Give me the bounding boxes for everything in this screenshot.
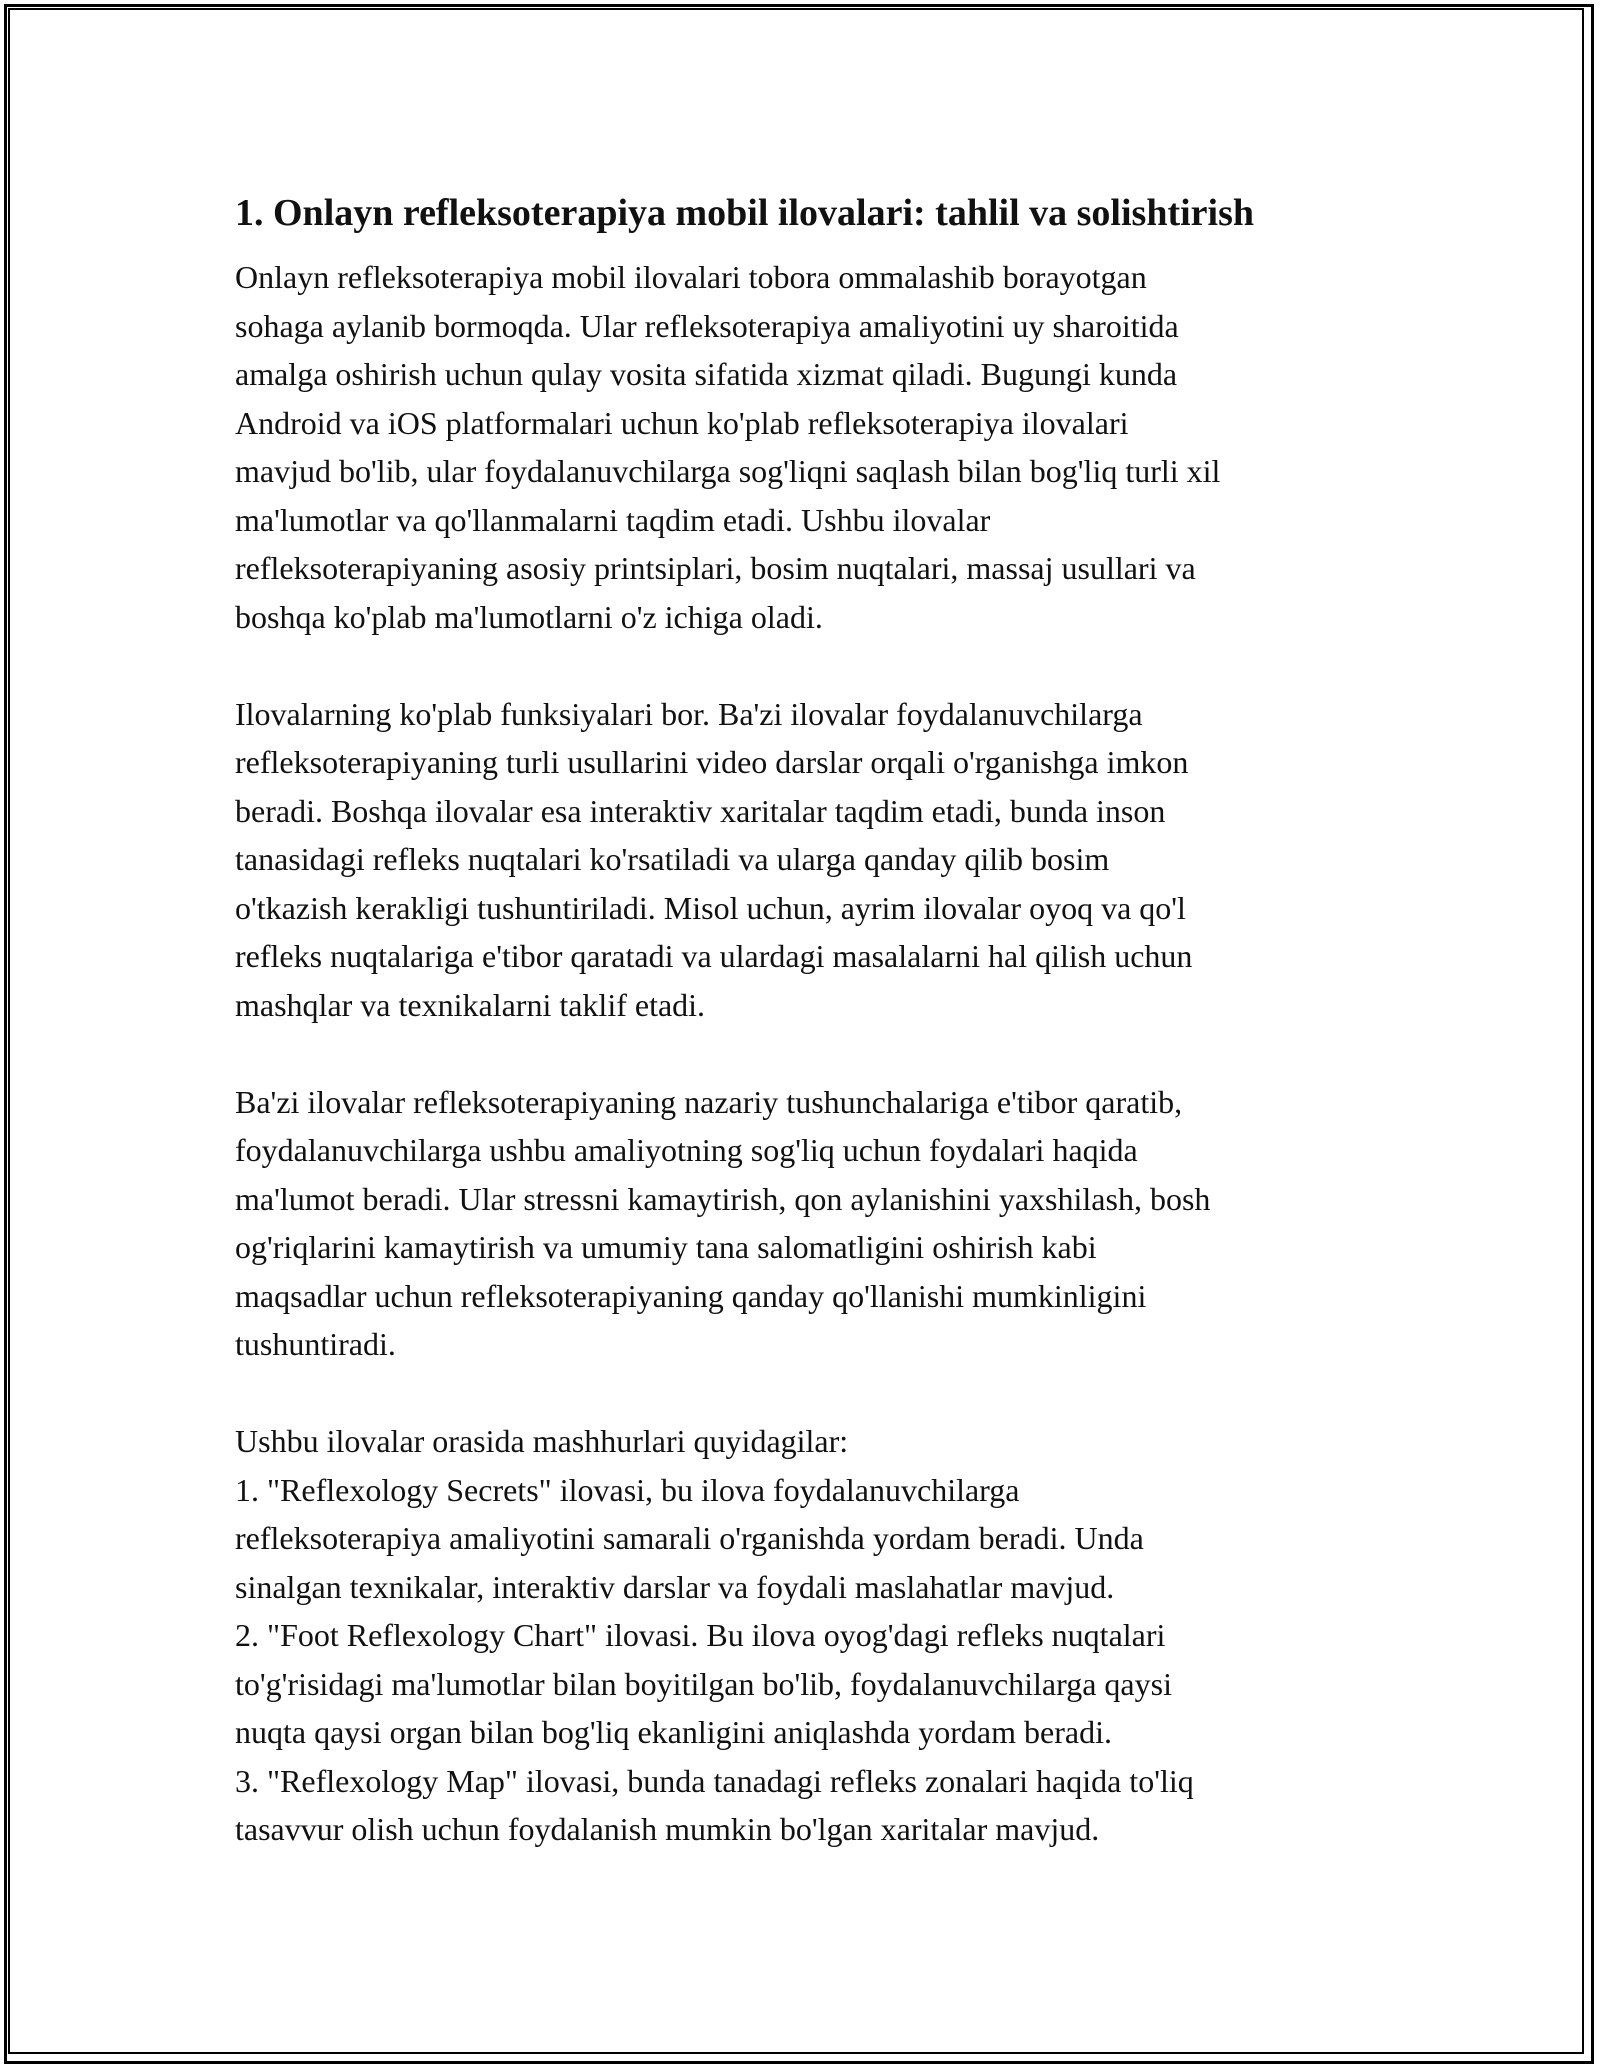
text-line: Ba'zi ilovalar refleksoterapiyaning nazariy tushunchalariga e'tibor qaratib, <box>235 1083 1183 1120</box>
text-line: foydalanuvchilarga ushbu amaliyotning sog'liq uchun foydalari haqida <box>235 1132 1138 1168</box>
text-line: ma'lumotlar va qo'llanmalarni taqdim etadi. Ushbu ilovalar <box>235 501 991 538</box>
text-line: beradi. Boshqa ilovalar esa interaktiv xaritalar taqdim etadi, bunda inson <box>235 792 1166 829</box>
paragraph-app-list <box>235 1417 1375 1854</box>
text-line: tasavvur olish uchun foydalanish mumkin bo'lgan xaritalar mavjud. <box>235 1811 1100 1847</box>
document-body <box>235 185 1375 1854</box>
list-item: 2. "Foot Reflexology Chart" ilovasi. Bu ilova oyog'dagi refleks nuqtalari <box>235 1617 1166 1653</box>
text-line: maqsadlar uchun refleksoterapiyaning qanday qo'llanishi mumkinligini <box>235 1277 1147 1314</box>
text-line: boshqa ko'plab ma'lumotlarni o'z ichiga oladi. <box>235 598 823 635</box>
text-line: ma'lumot beradi. Ular stressni kamaytirish, qon aylanishini yaxshilash, bosh <box>235 1180 1211 1217</box>
text-line: refleks nuqtalariga e'tibor qaratadi va ulardagi masalalarni hal qilish uchun <box>235 938 1193 974</box>
text-line: mavjud bo'lib, ular foydalanuvchilarga sog'liqni saqlash bilan bog'liq turli xil <box>235 453 1221 489</box>
text-line: Ushbu ilovalar orasida mashhurlari quyidagilar: <box>235 1423 849 1459</box>
text-line: amalga oshirish uchun qulay vosita sifatida xizmat qiladi. Bugungi kunda <box>235 356 1178 392</box>
text-line: sohaga aylanib bormoqda. Ular refleksoterapiya amaliyotini uy sharoitida <box>235 307 1179 344</box>
text-line: tushuntiradi. <box>235 1326 396 1362</box>
paragraph-theory <box>235 1078 1375 1369</box>
text-line: Ilovalarning ko'plab funksiyalari bor. Ba'zi ilovalar foydalanuvchilarga <box>235 695 1143 732</box>
text-line: sinalgan texnikalar, interaktiv darslar va foydali maslahatlar mavjud. <box>235 1568 1115 1605</box>
text-line: Onlayn refleksoterapiya mobil ilovalari tobora ommalashib borayotgan <box>235 259 1147 295</box>
text-line: refleksoterapiyaning asosiy printsiplari, bosim nuqtalari, massaj usullari va <box>235 550 1196 586</box>
text-line: og'riqlarini kamaytirish va umumiy tana salomatligini oshirish kabi <box>235 1229 1097 1265</box>
text-line: mashqlar va texnikalarni taklif etadi. <box>235 986 706 1023</box>
text-line: to'g'risidagi ma'lumotlar bilan boyitilgan bo'lib, foydalanuvchilarga qaysi <box>235 1665 1172 1702</box>
text-line: tanasidagi refleks nuqtalari ko'rsatiladi va ularga qanday qilib bosim <box>235 841 1110 877</box>
text-line: Android va iOS platformalari uchun ko'plab refleksoterapiya ilovalari <box>235 404 1129 441</box>
text-line: refleksoterapiya amaliyotini samarali o'rganishda yordam beradi. Unda <box>235 1520 1144 1556</box>
text-line: refleksoterapiyaning turli usullarini video darslar orqali o'rganishga imkon <box>235 744 1189 780</box>
paragraph-intro <box>235 253 1375 641</box>
text-line: nuqta qaysi organ bilan bog'liq ekanligini aniqlashda yordam beradi. <box>235 1714 1112 1750</box>
paragraph-functions <box>235 690 1375 1030</box>
list-item: 1. "Reflexology Secrets" ilovasi, bu ilova foydalanuvchilarga <box>235 1471 1020 1508</box>
page-title: 1. Onlayn refleksoterapiya mobil ilovalari: tahlil va solishtirish <box>235 192 1255 234</box>
list-item: 3. "Reflexology Map" ilovasi, bunda tanadagi refleks zonalari haqida to'liq <box>235 1762 1194 1799</box>
text-line: o'tkazish kerakligi tushuntiriladi. Misol uchun, ayrim ilovalar oyoq va qo'l <box>235 889 1186 926</box>
